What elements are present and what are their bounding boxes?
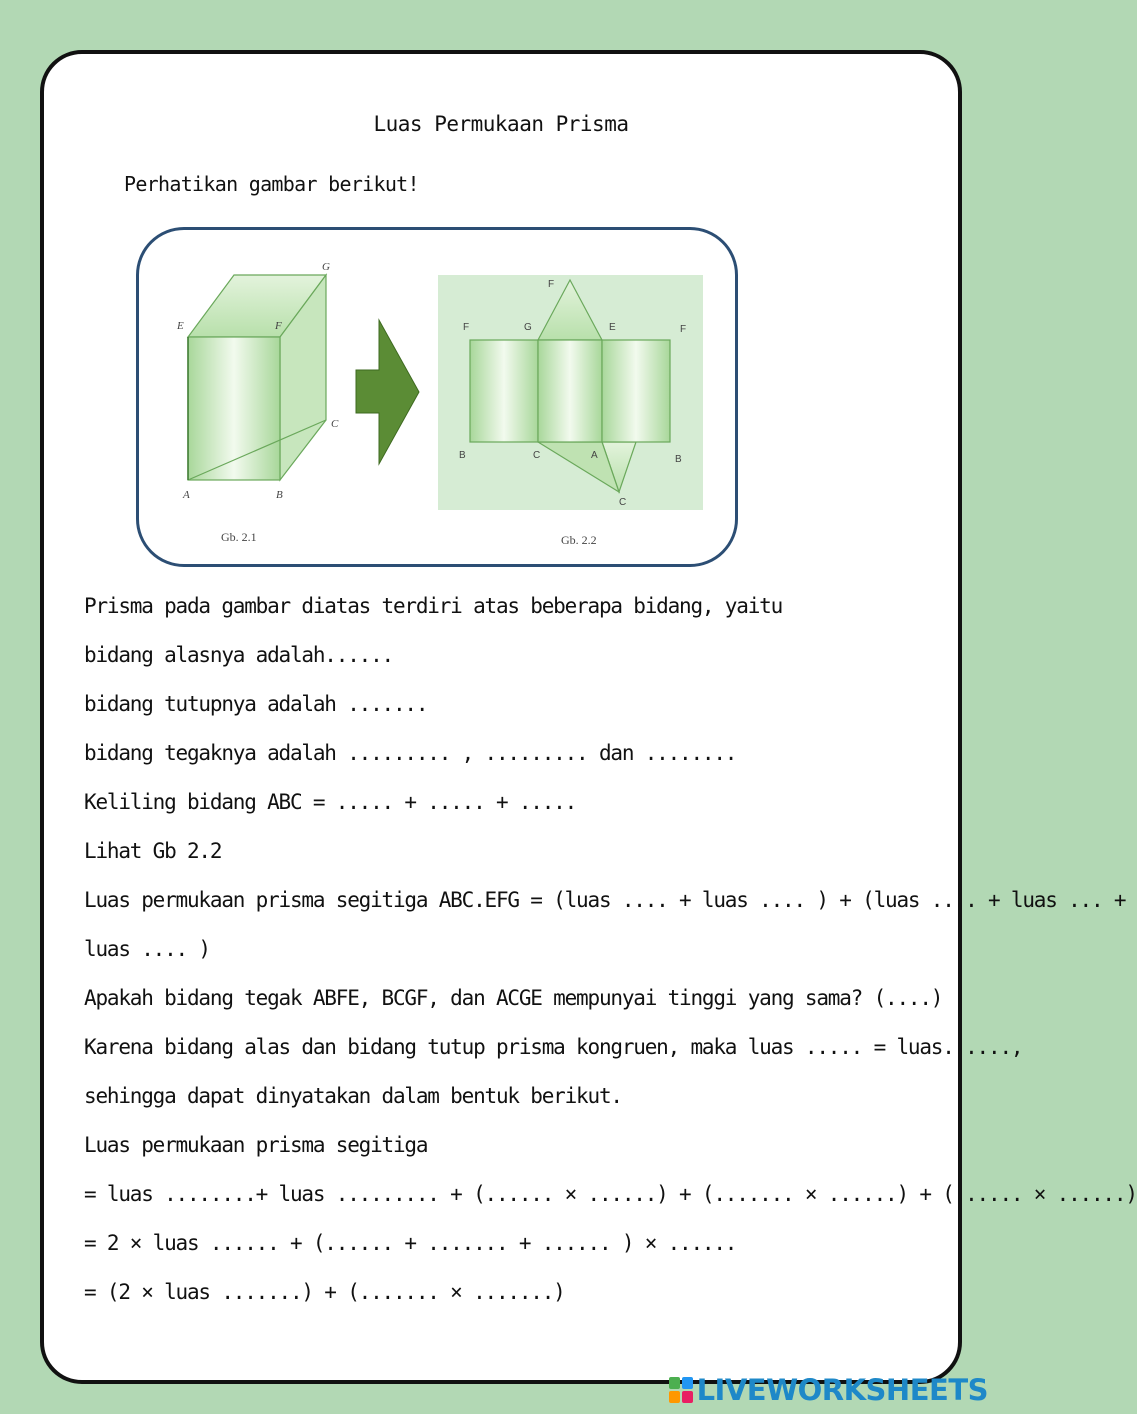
worksheet-page [40, 50, 1137, 1384]
label-gb1-C: C [331, 418, 339, 430]
caption-gb1: Gb. 2.1 [221, 530, 257, 544]
text-line-11: sehingga dapat dinyatakan dalam bentuk berikut. [84, 1084, 622, 1108]
text-line-15: = (2 × luas .......) + (....... × .......) [84, 1280, 565, 1304]
label-gb2-C-bottom: C [619, 497, 627, 508]
text-line-9: Apakah bidang tegak ABFE, BCGF, dan ACGE mempunyai tinggi yang sama? (....) [84, 986, 943, 1010]
liveworksheets-logo[interactable] [669, 1374, 988, 1406]
label-gb2-F-top: F [548, 279, 555, 290]
label-gb2-F-left: F [463, 322, 470, 333]
label-gb2-A: A [591, 450, 598, 461]
intro-text: Perhatikan gambar berikut! [124, 172, 419, 196]
page-title: Luas Permukaan Prisma [373, 112, 629, 136]
text-line-14: = 2 × luas ...... + (...... + ....... + ...... ) × ...... [84, 1231, 737, 1255]
text-line-2: bidang alasnya adalah...... [84, 643, 393, 667]
arrow-right-icon [356, 320, 419, 464]
liveworksheets-logo-icon [669, 1377, 693, 1403]
text-line-1: Prisma pada gambar diatas terdiri atas beberapa bidang, yaitu [84, 594, 783, 618]
text-line-10: Karena bidang alas dan bidang tutup prisma kongruen, maka luas ..... = luas......, [84, 1035, 1023, 1059]
liveworksheets-logo-text: LIVEWORKSHEETS [696, 1373, 988, 1407]
text-line-7: Luas permukaan prisma segitiga ABC.EFG = (luas .... + luas .... ) + (luas .... + luas ... + [84, 888, 1126, 912]
label-gb2-B-left: B [459, 450, 466, 461]
label-gb1-F: F [275, 320, 282, 332]
label-gb2-F-right: F [680, 324, 687, 335]
label-gb1-A: A [183, 489, 190, 501]
text-line-4: bidang tegaknya adalah ......... , ......... dan ........ [84, 741, 737, 765]
figure-box [136, 227, 738, 567]
prism-figures [139, 230, 735, 564]
text-line-3: bidang tutupnya adalah ....... [84, 692, 428, 716]
label-gb1-B: B [276, 489, 283, 501]
label-gb1-G: G [322, 261, 330, 273]
text-line-13: = luas ........+ luas ......... + (...... × ......) + (....... × ......) + (...... × ......) [84, 1182, 1137, 1206]
text-line-5: Keliling bidang ABC = ..... + ..... + ..... [84, 790, 577, 814]
label-gb1-E: E [177, 320, 184, 332]
label-gb2-G: G [524, 322, 532, 333]
label-gb2-C: C [533, 450, 541, 461]
text-line-6: Lihat Gb 2.2 [84, 839, 222, 863]
text-line-8: luas .... ) [84, 937, 210, 961]
label-gb2-B-right: B [675, 454, 682, 465]
prism-3d-drawing [188, 275, 326, 480]
text-line-12: Luas permukaan prisma segitiga [84, 1133, 428, 1157]
caption-gb2: Gb. 2.2 [561, 533, 597, 547]
label-gb2-E: E [609, 322, 616, 333]
